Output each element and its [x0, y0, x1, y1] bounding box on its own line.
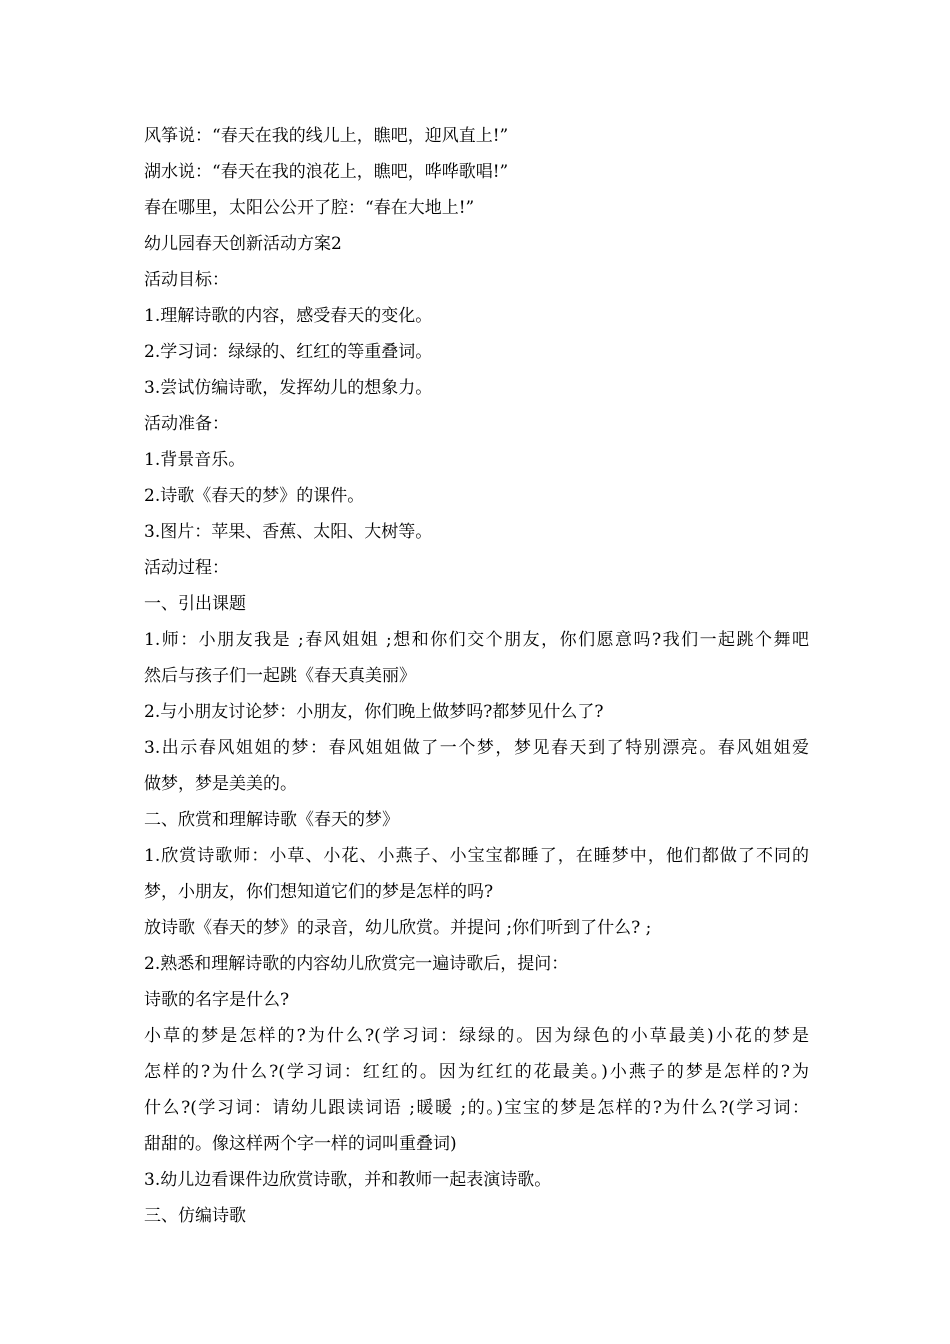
list-item: 2.学习词：绿绿的、红红的等重叠词。	[144, 342, 433, 362]
paragraph-line: 1.欣赏诗歌师：小草、小花、小燕子、小宝宝都睡了，在睡梦中，他们都做了不同的	[144, 846, 809, 866]
paragraph-line: 什么?(学习词：请幼儿跟读词语 ;暖暖 ;的。)宝宝的梦是怎样的?为什么?(学习词：	[144, 1098, 809, 1118]
text-line: 风筝说：“春天在我的线儿上，瞧吧，迎风直上!”	[144, 126, 509, 146]
document-body	[144, 118, 809, 1234]
list-item: 1.理解诗歌的内容，感受春天的变化。	[144, 306, 433, 326]
section-heading: 活动过程：	[144, 558, 229, 578]
subsection-heading: 一、引出课题	[144, 594, 246, 614]
text-line: 春在哪里，太阳公公开了腔：“春在大地上!”	[144, 198, 475, 218]
list-item: 3.幼儿边看课件边欣赏诗歌，并和教师一起表演诗歌。	[144, 1170, 552, 1190]
list-item: 3.尝试仿编诗歌，发挥幼儿的想象力。	[144, 378, 433, 398]
subsection-heading: 二、欣赏和理解诗歌《春天的梦》	[144, 810, 399, 830]
section-heading: 活动准备：	[144, 414, 229, 434]
paragraph-line: 然后与孩子们一起跳《春天真美丽》	[144, 666, 416, 686]
paragraph-line: 小草的梦是怎样的?为什么?(学习词：绿绿的。因为绿色的小草最美)小花的梦是	[144, 1026, 809, 1046]
text-line: 湖水说：“春天在我的浪花上，瞧吧，哗哗歌唱!”	[144, 162, 509, 182]
paragraph-line: 放诗歌《春天的梦》的录音，幼儿欣赏。并提问 ;你们听到了什么? ;	[144, 918, 652, 938]
list-item: 2.与小朋友讨论梦：小朋友，你们晚上做梦吗?都梦见什么了?	[144, 702, 604, 722]
paragraph-line: 1.师：小朋友我是 ;春风姐姐 ;想和你们交个朋友，你们愿意吗?我们一起跳个舞吧	[144, 630, 809, 650]
list-item: 1.背景音乐。	[144, 450, 246, 470]
paragraph-line: 甜甜的。像这样两个字一样的词叫重叠词)	[144, 1134, 457, 1154]
list-item: 2.诗歌《春天的梦》的课件。	[144, 486, 365, 506]
section-title: 幼儿园春天创新活动方案2	[144, 234, 342, 254]
list-item: 3.图片：苹果、香蕉、太阳、大树等。	[144, 522, 433, 542]
paragraph-line: 梦，小朋友，你们想知道它们的梦是怎样的吗?	[144, 882, 494, 902]
paragraph-line: 做梦，梦是美美的。	[144, 774, 297, 794]
list-item: 2.熟悉和理解诗歌的内容幼儿欣赏完一遍诗歌后，提问：	[144, 954, 569, 974]
section-heading: 活动目标：	[144, 270, 229, 290]
paragraph-line: 怎样的?为什么?(学习词：红红的。因为红红的花最美。)小燕子的梦是怎样的?为	[144, 1062, 809, 1082]
subsection-heading: 三、仿编诗歌	[144, 1206, 246, 1226]
paragraph-line: 3.出示春风姐姐的梦：春风姐姐做了一个梦，梦见春天到了特别漂亮。春风姐姐爱	[144, 738, 809, 758]
paragraph-line: 诗歌的名字是什么?	[144, 990, 290, 1010]
